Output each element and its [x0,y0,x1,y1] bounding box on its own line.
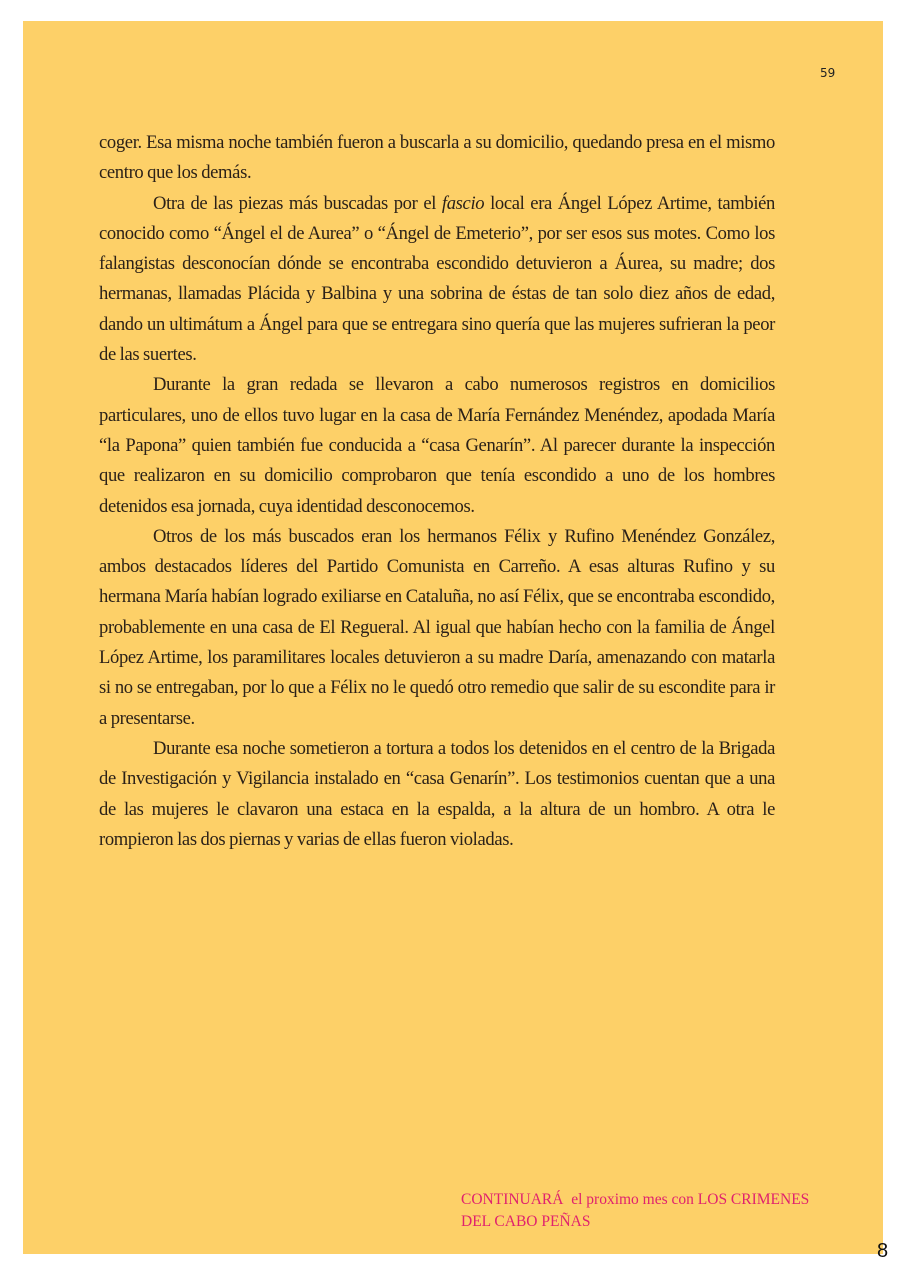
continued-notice-line-1: CONTINUARÁ el proximo mes con LOS CRIMENES [461,1191,810,1208]
page [23,21,883,1254]
body-text [99,128,775,855]
page-number: 59 [820,66,836,80]
paragraph-2-rest: local era Ángel López Artime, también conocido como “Ángel el de Aurea” o “Ángel de Emeterio”, por ser esos sus motes. Como los falangistas desconocían dónde se encontraba escondido detuvieron a Áurea, su madre; dos hermanas, llamadas Plácida y Balbina y una sobrina de éstas de tan solo diez años de edad, dando un ultimátum a Ángel para que se entregara sino quería que las mujeres sufrieran la peor de las suertes. [99,192,775,366]
sheet-number: 8 [877,1240,889,1262]
paragraph-3: Durante la gran redada se llevaron a cabo numerosos registros en domicilios particulares, uno de ellos tuvo lugar en la casa de María Fernández Menéndez, apodada María “la Papona” quien también fue conducida a “casa Genarín”. Al parecer durante la inspección que realizaron en su domicilio comprobaron que tenía escondido a uno de los hombres detenidos esa jornada, cuya identidad desconocemos. [99,374,775,517]
paragraph-1: coger. Esa misma noche también fueron a buscarla a su domicilio, quedando presa en el mismo centro que los demás. [99,132,775,184]
paragraph-2 [99,189,775,371]
italic-term: fascio [441,192,485,214]
paragraph-4: Otros de los más buscados eran los hermanos Félix y Rufino Menéndez González, ambos destacados líderes del Partido Comunista en Carreño. A esas alturas Rufino y su hermana María habían logrado exiliarse en Cataluña, no así Félix, que se encontraba escondido, probablemente en una casa de El Regueral. Al igual que habían hecho con la familia de Ángel López Artime, los paramilitares locales detuvieron a su madre Daría, amenazando con matarla si no se entregaban, por lo que a Félix no le quedó otro remedio que salir de su escondite para ir a presentarse. [99,525,775,729]
continued-notice-line-2: DEL CABO PEÑAS [461,1212,591,1230]
continued-notice [461,1189,881,1232]
paragraph-5: Durante esa noche sometieron a tortura a todos los detenidos en el centro de la Brigada de Investigación y Vigilancia instalado en “casa Genarín”. Los testimonios cuentan que a una de las mujeres le clavaron una estaca en la espalda, a la altura de un hombro. A otra le rompieron las dos piernas y varias de ellas fueron violadas. [99,737,775,850]
paragraph-2-start: Otra de las piezas más buscadas por el [153,192,442,214]
